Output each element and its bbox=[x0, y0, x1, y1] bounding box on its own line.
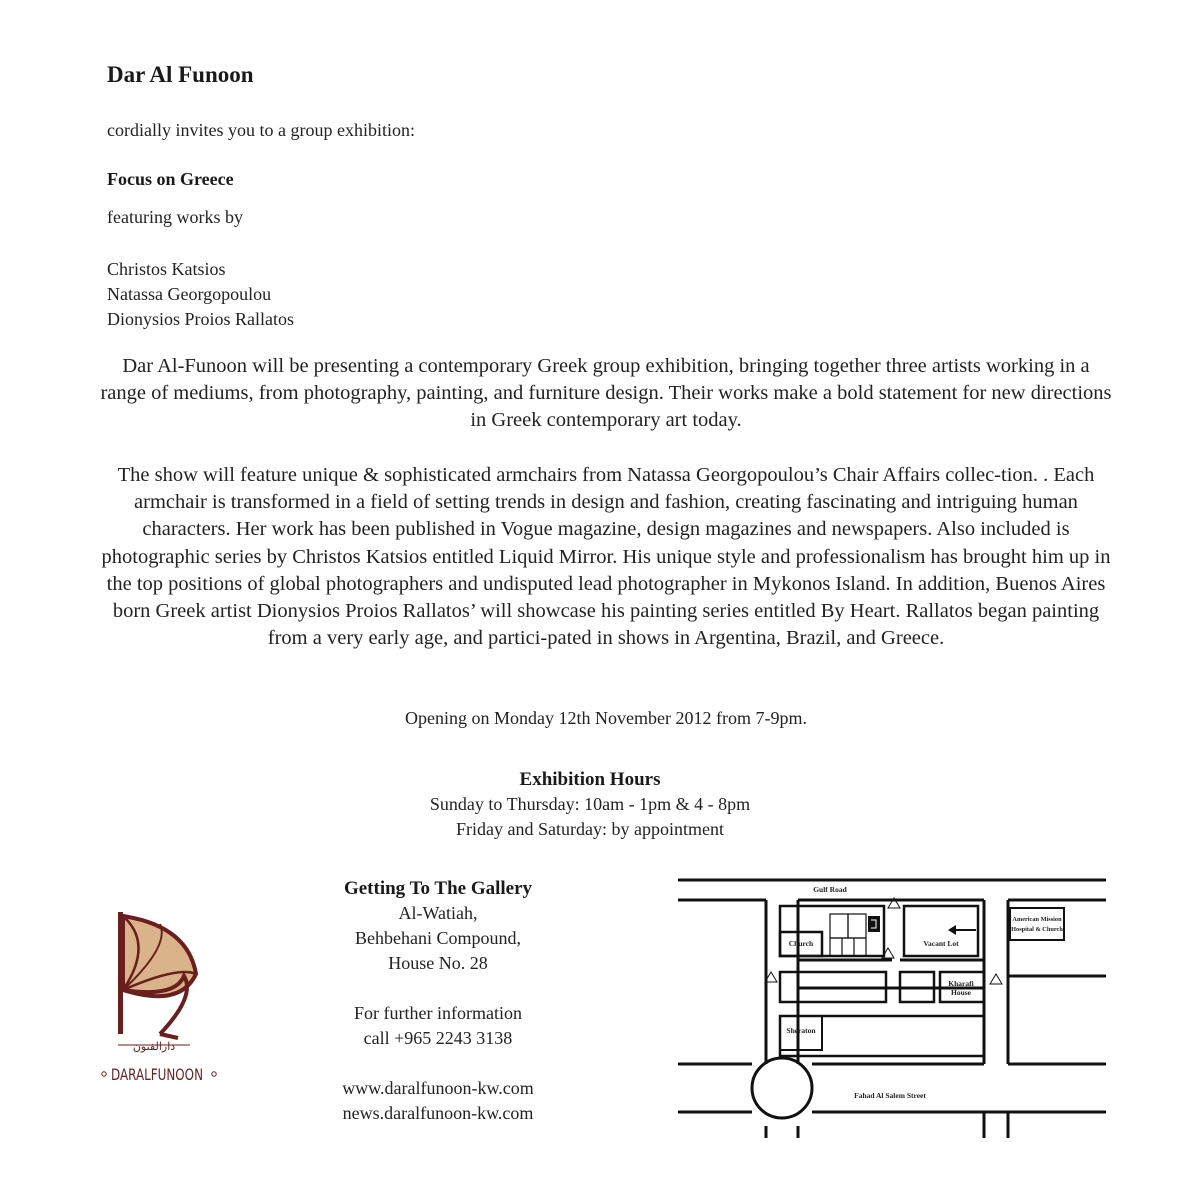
map-label-sheraton: Sheraton bbox=[786, 1026, 816, 1035]
map-label-hospital-church: Hospital & Church bbox=[1011, 926, 1063, 933]
exhibition-hours bbox=[380, 767, 800, 842]
map-label-gulf-road: Gulf Road bbox=[813, 885, 847, 894]
artist-name: Natassa Georgopoulou bbox=[107, 284, 272, 304]
hours-heading: Exhibition Hours bbox=[519, 769, 661, 790]
website-link[interactable]: www.daralfunoon-kw.com bbox=[342, 1078, 534, 1098]
map-label-american-mission: American Mission bbox=[1012, 916, 1062, 923]
artist-list bbox=[107, 257, 294, 332]
logo-dot-right bbox=[212, 1072, 216, 1076]
details-paragraph: The show will feature unique & sophisticated armchairs from Natassa Georgopoulou’s Chair Affairs collec-tion. . Each armchair is transformed in a field of setting trends in design and fashion, creating fascinating and intriguing human characters. Her work has been published in Vogue magazine, design magazines and newspapers. Also included is photographic series by Christos Katsios entitled Liquid Mirror. His unique style and professionalism has brought him up in the top positions of global photographers and undisputed lead photographer in Mykonos Island. In addition, Buenos Aires born Greek artist Dionysios Proios Rallatos’ will showcase his painting series entitled By Heart. Rallatos began painting from a very early age, and partici-pated in shows in Argentina, Brazil, and Greece. bbox=[101, 464, 1111, 650]
directions-heading: Getting To The Gallery bbox=[343, 878, 533, 899]
arrow-icon bbox=[948, 925, 956, 935]
artist-name: Christos Katsios bbox=[107, 259, 226, 279]
info-line: For further information bbox=[354, 1003, 522, 1023]
gallery-name: Dar Al Funoon bbox=[107, 62, 254, 87]
opening-date: Opening on Monday 12th November 2012 from 7-9pm. bbox=[405, 708, 807, 728]
map-label-fahad-street: Fahad Al Salem Street bbox=[854, 1091, 926, 1100]
directions bbox=[300, 876, 576, 1126]
featuring-text: featuring works by bbox=[107, 207, 243, 227]
address-line: House No. 28 bbox=[388, 953, 488, 973]
address-line: Al-Watiah, bbox=[398, 903, 478, 923]
map-label-vacant-lot: Vacant Lot bbox=[923, 939, 959, 948]
logo-wordmark: DARALFUNOON bbox=[111, 1065, 203, 1084]
logo-arabic: دارالفنون bbox=[132, 1040, 176, 1053]
gallery-marker bbox=[868, 916, 880, 932]
location-map bbox=[678, 876, 1108, 1138]
warning-icon bbox=[990, 974, 1002, 984]
artist-name: Dionysios Proios Rallatos bbox=[107, 309, 295, 329]
logo-dot-left bbox=[102, 1072, 106, 1076]
map-label-house: House bbox=[950, 988, 972, 997]
intro-paragraph: Dar Al-Funoon will be presenting a contemporary Greek group exhibition, bringing together three artists working in a range of mediums, from photography, painting, and furniture design. Their works make a bold statement for new directions in Greek contemporary art today. bbox=[100, 355, 1112, 432]
phone-line: call +965 2243 3138 bbox=[363, 1028, 513, 1048]
map-label-kharafi: Kharafi bbox=[948, 979, 974, 988]
gallery-logo bbox=[100, 906, 230, 1096]
news-website-link[interactable]: news.daralfunoon-kw.com bbox=[342, 1103, 534, 1123]
address-line: Behbehani Compound, bbox=[355, 928, 521, 948]
exhibition-title: Focus on Greece bbox=[107, 169, 234, 189]
invitation-text: cordially invites you to a group exhibition: bbox=[107, 120, 415, 140]
hours-weekdays: Sunday to Thursday: 10am - 1pm & 4 - 8pm bbox=[429, 794, 751, 814]
map-label-church: Church bbox=[788, 939, 814, 948]
hours-weekend: Friday and Saturday: by appointment bbox=[456, 819, 724, 839]
